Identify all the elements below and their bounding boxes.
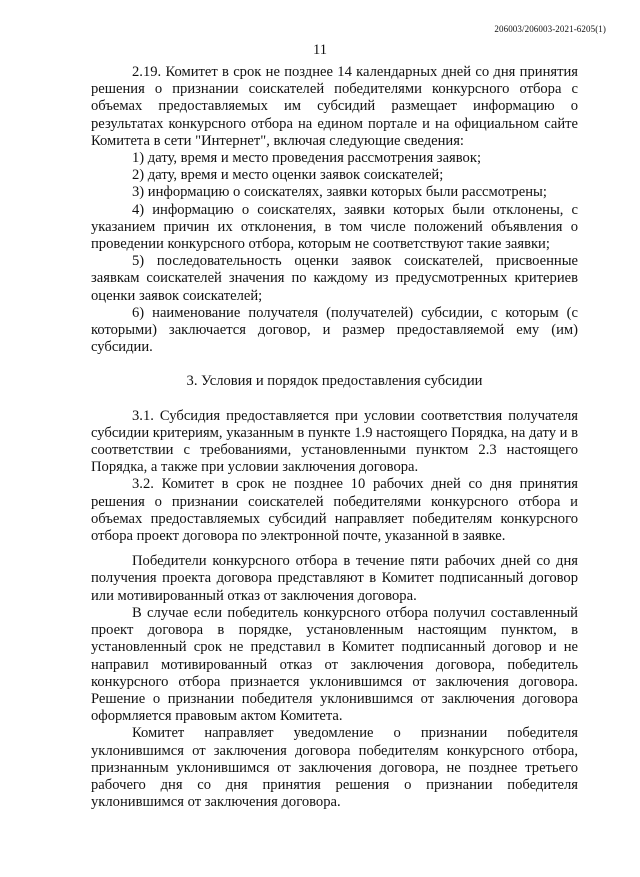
list-item: 4) информацию о соискателях, заявки которых были отклонены, с указанием причин их отклонения, в том числе положений объявления о проведении конкурсного отбора, которым не соответствуют такие заявки; — [91, 201, 578, 253]
paragraph-3-1: 3.1. Субсидия предоставляется при условии соответствия получателя субсидии критериям, указанным в пункте 1.9 настоящего Порядка, на дату и в соответствии с требованиями, установленными пунктом 2.3 настоящего Порядка, а также при условии заключения договора. — [91, 407, 578, 476]
page-body — [91, 64, 578, 811]
paragraph-3-2: 3.2. Комитет в срок не позднее 10 рабочих дней со дня принятия решения о признании соискателей победителями конкурсного отбора и объемах предоставляемых субсидий направляет победителям конкурсного отбора проект договора по электронной почте, указанной в заявке. — [91, 476, 578, 545]
paragraph-evasion-case: В случае если победитель конкурсного отбора получил составленный проект договора в порядке, установленным настоящим пунктом, в установленный срок не представил в Комитет подписанный договор и не направил мотивированный отказ от заключения договора, победитель конкурсного отбора признается уклонившимся от заключения договора. Решение о признании победителя уклонившимся от заключения договора оформляется правовым актом Комитета. — [91, 604, 578, 725]
list-item: 1) дату, время и место проведения рассмотрения заявок; — [132, 150, 481, 167]
paragraph-notice: Комитет направляет уведомление о признании победителя уклонившимся от заключения договора победителям конкурсного отбора, признанным уклонившимся от заключения договора, не позднее третьего рабочего дня со дня принятия решения о признании победителя уклонившимся от заключения договора. — [91, 725, 578, 811]
list-item: 3) информацию о соискателях, заявки которых были рассмотрены; — [132, 184, 547, 201]
page-number: 11 — [313, 42, 327, 58]
list-item: 6) наименование получателя (получателей) субсидии, с которым (с которыми) заключается договор, и размер предоставляемой ему (им) субсидии. — [91, 304, 578, 356]
paragraph-gap — [91, 545, 578, 553]
paragraph-2-19: 2.19. Комитет в срок не позднее 14 календарных дней со дня принятия решения о признании соискателей победителями конкурсного отбора с объемах предоставляемых им субсидий размещает информацию о результатах конкурсного отбора на едином портале и на официальном сайте Комитета в сети "Интернет", включая следующие сведения: — [91, 64, 578, 149]
list-item: 5) последовательность оценки заявок соискателей, присвоенные заявкам соискателей значения по каждому из предусмотренных критериев оценки заявок соискателей; — [91, 253, 578, 304]
paragraph-winners: Победители конкурсного отбора в течение пяти рабочих дней со дня получения проекта договора представляют в Комитет подписанный договор или мотивированный отказ от заключения договора. — [91, 553, 578, 604]
section-heading: 3. Условия и порядок предоставления субсидии — [186, 373, 483, 390]
list-item: 2) дату, время и место оценки заявок соискателей; — [132, 167, 444, 184]
document-id: 206003/206003-2021-6205(1) — [494, 24, 606, 34]
